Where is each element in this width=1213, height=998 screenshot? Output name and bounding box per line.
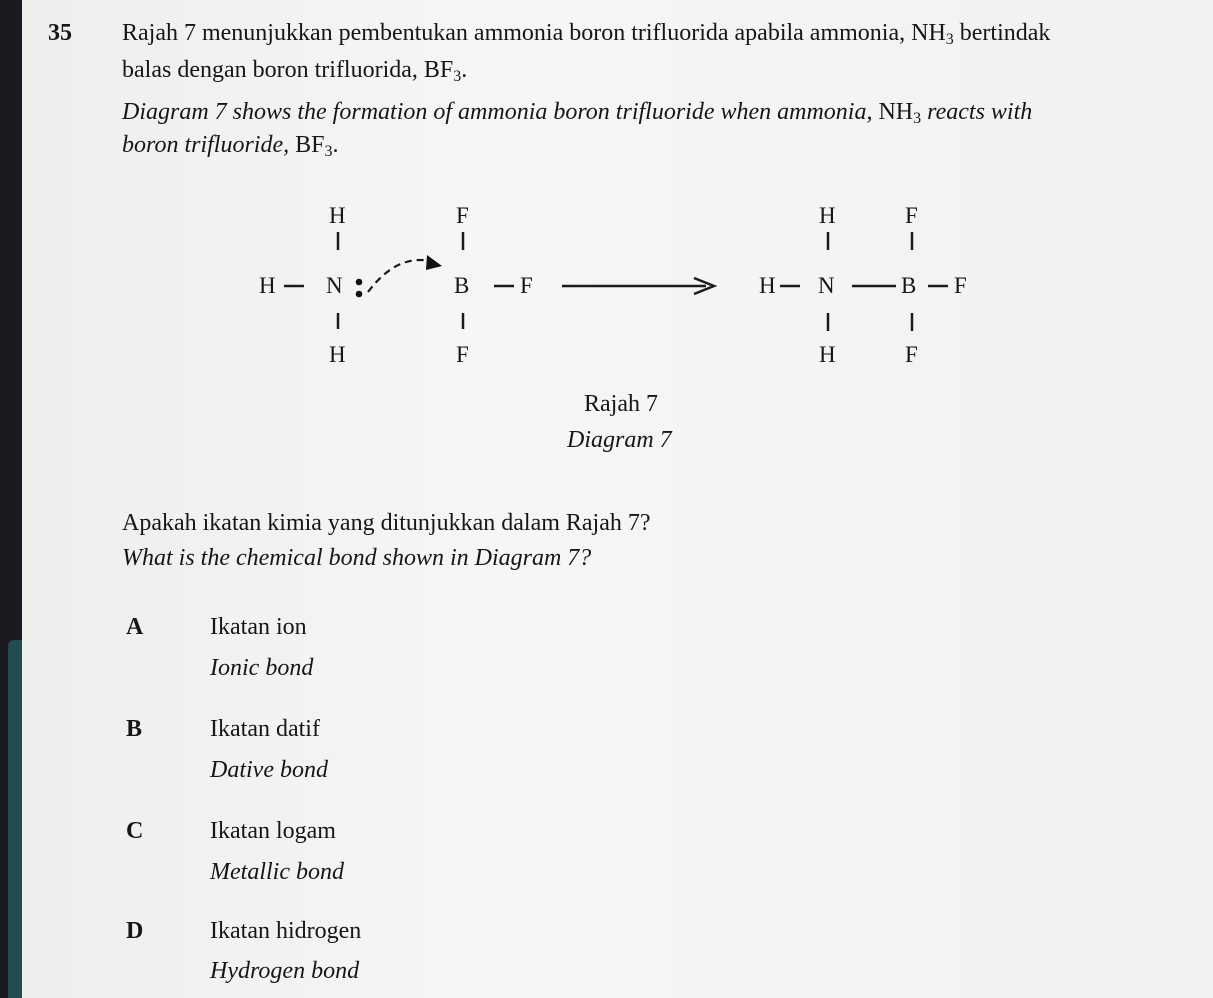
atom-h: H	[329, 342, 346, 367]
intro-english-line2: boron trifluoride, $BF_3$.	[122, 132, 339, 160]
atom-n: N	[326, 273, 343, 298]
atom-f: F	[520, 273, 533, 298]
question-ask-english: What is the chemical bond shown in Diagram 7?	[122, 545, 592, 571]
question-number: 35	[48, 20, 72, 46]
intro-malay-line1: Rajah 7 menunjukkan pembentukan ammonia boron trifluorida apabila ammonia, $NH_3$ bertindak	[122, 20, 1051, 48]
atom-h: H	[259, 273, 276, 298]
option-malay: Ikatan logam	[210, 818, 336, 844]
intro-english-line1: Diagram 7 shows the formation of ammonia boron trifluoride when ammonia, $NH_3$ reacts with	[122, 99, 1033, 127]
atom-f: F	[905, 342, 918, 367]
atom-h: H	[819, 203, 836, 228]
atom-f: F	[456, 203, 469, 228]
reaction-diagram	[22, 0, 1213, 998]
option-letter: D	[126, 918, 144, 944]
dative-arrow-curve	[368, 260, 434, 292]
option-english: Hydrogen bond	[210, 958, 360, 984]
option-english: Ionic bond	[210, 655, 314, 681]
option-letter: B	[126, 716, 143, 742]
option-malay: Ikatan hidrogen	[210, 918, 362, 944]
option-malay: Ikatan datif	[210, 716, 320, 742]
atom-f: F	[905, 203, 918, 228]
atom-h: H	[819, 342, 836, 367]
atom-h: H	[759, 273, 776, 298]
diagram-caption-english: Diagram 7	[567, 427, 672, 453]
intro-malay-line2: balas dengan boron trifluorida, $BF_3$.	[122, 57, 468, 85]
exam-page	[22, 0, 1213, 998]
option-letter: C	[126, 818, 144, 844]
atom-f: F	[954, 273, 967, 298]
lone-pair-dot	[356, 279, 363, 286]
option-malay: Ikatan ion	[210, 614, 307, 640]
question-ask-malay: Apakah ikatan kimia yang ditunjukkan dalam Rajah 7?	[122, 510, 651, 536]
option-letter: A	[126, 614, 144, 640]
atom-h: H	[329, 203, 346, 228]
dative-arrow-head	[426, 255, 442, 270]
atom-n: N	[818, 273, 835, 298]
left-edge	[0, 0, 22, 998]
option-english: Dative bond	[210, 757, 328, 783]
lone-pair-dot	[356, 291, 363, 298]
option-english: Metallic bond	[210, 859, 344, 885]
diagram-caption-malay: Rajah 7	[584, 391, 658, 417]
atom-b: B	[454, 273, 470, 298]
device-edge	[8, 640, 22, 998]
atom-b: B	[901, 273, 917, 298]
atom-f: F	[456, 342, 469, 367]
